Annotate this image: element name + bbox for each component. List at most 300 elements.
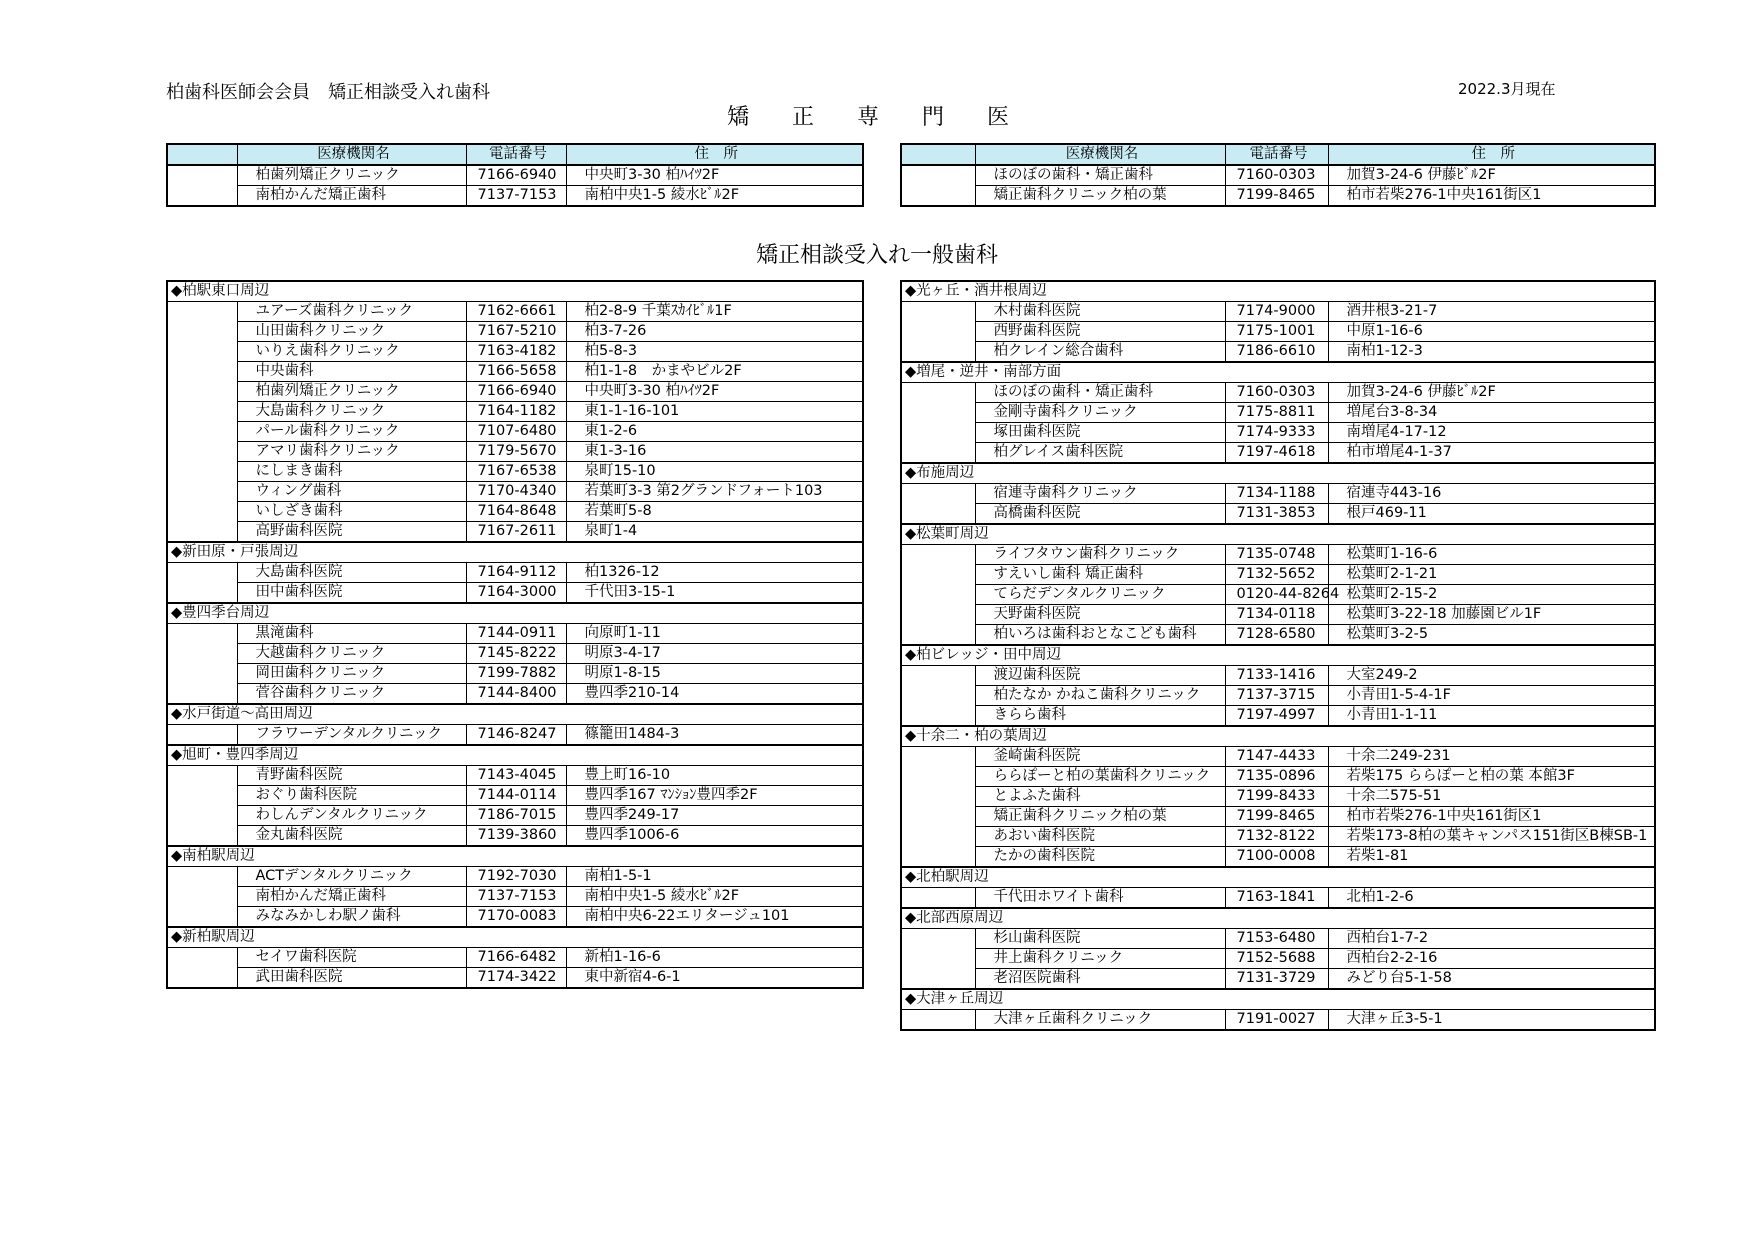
- region-label: ◆増尾・逆井・南部方面: [901, 362, 1655, 383]
- region-header-row: [901, 281, 1655, 302]
- clinic-name: てらだデンタルクリニック: [975, 585, 1225, 605]
- table-row: [167, 462, 863, 482]
- clinic-name: パール歯科クリニック: [237, 422, 466, 442]
- clinic-address: 南柏中央1-5 綾水ﾋﾞﾙ2F: [566, 186, 863, 207]
- col-address: 住 所: [1328, 144, 1655, 165]
- table-row: [901, 342, 1655, 363]
- table-row: [901, 484, 1655, 504]
- clinic-tel: 7162-6661: [466, 302, 566, 322]
- region-header-row: [901, 645, 1655, 666]
- table-row: [901, 807, 1655, 827]
- clinic-tel: 7160-0303: [1225, 383, 1328, 403]
- clinic-tel: 7170-4340: [466, 482, 566, 502]
- table-row: [901, 585, 1655, 605]
- clinic-tel: 7163-1841: [1225, 888, 1328, 909]
- clinic-name: 田中歯科医院: [237, 583, 466, 604]
- clinic-name: セイワ歯科医院: [237, 948, 466, 968]
- clinic-address: 加賀3-24-6 伊藤ﾋﾞﾙ2F: [1328, 165, 1655, 186]
- clinic-name: きらら歯科: [975, 706, 1225, 727]
- clinic-tel: 7166-6482: [466, 948, 566, 968]
- col-name: 医療機関名: [237, 144, 466, 165]
- clinic-address: 松葉町2-15-2: [1328, 585, 1655, 605]
- table-row: [901, 787, 1655, 807]
- indent-cell: [901, 383, 975, 464]
- region-header-row: [167, 927, 863, 948]
- clinic-name: すえいし歯科 矯正歯科: [975, 565, 1225, 585]
- clinic-address: 小青田1-5-4-1F: [1328, 686, 1655, 706]
- clinic-address: 根戸469-11: [1328, 504, 1655, 525]
- clinic-tel: 0120-44-8264: [1225, 585, 1328, 605]
- clinic-address: 松葉町2-1-21: [1328, 565, 1655, 585]
- indent-cell: [167, 867, 237, 928]
- indent-cell: [901, 747, 975, 868]
- clinic-name: 柏歯列矯正クリニック: [237, 382, 466, 402]
- clinic-tel: 7133-1416: [1225, 666, 1328, 686]
- clinic-tel: 7197-4997: [1225, 706, 1328, 727]
- table-row: [901, 767, 1655, 787]
- clinic-tel: 7164-3000: [466, 583, 566, 604]
- table-row: [901, 929, 1655, 949]
- table-row: [167, 502, 863, 522]
- clinic-tel: 7143-4045: [466, 766, 566, 786]
- table-row: [901, 625, 1655, 646]
- table-row: [167, 322, 863, 342]
- region-label: ◆柏ビレッジ・田中周辺: [901, 645, 1655, 666]
- clinic-name: 矯正歯科クリニック柏の葉: [975, 807, 1225, 827]
- clinic-name: 柏歯列矯正クリニック: [237, 165, 466, 186]
- clinic-tel: 7192-7030: [466, 867, 566, 887]
- region-label: ◆光ヶ丘・酒井根周辺: [901, 281, 1655, 302]
- clinic-tel: 7144-8400: [466, 684, 566, 705]
- clinic-address: 西柏台1-7-2: [1328, 929, 1655, 949]
- table-row: [901, 605, 1655, 625]
- table-row: [167, 482, 863, 502]
- region-label: ◆新柏駅周辺: [167, 927, 863, 948]
- col-blank: [901, 144, 975, 165]
- clinic-name: 中央歯科: [237, 362, 466, 382]
- clinic-tel: 7100-0008: [1225, 847, 1328, 868]
- specialists-table-left: [166, 143, 864, 207]
- clinic-tel: 7199-7882: [466, 664, 566, 684]
- clinic-name: ACTデンタルクリニック: [237, 867, 466, 887]
- col-address: 住 所: [566, 144, 863, 165]
- clinic-tel: 7107-6480: [466, 422, 566, 442]
- table-row: [167, 867, 863, 887]
- document-title: 柏歯科医師会会員 矯正相談受入れ歯科: [166, 82, 490, 103]
- table-row: [901, 423, 1655, 443]
- table-row: [167, 583, 863, 604]
- clinic-tel: 7166-6940: [466, 382, 566, 402]
- clinic-tel: 7179-5670: [466, 442, 566, 462]
- table-row: [167, 887, 863, 907]
- indent-cell: [901, 929, 975, 990]
- clinic-address: 千代田3-15-1: [566, 583, 863, 604]
- clinic-tel: 7131-3729: [1225, 969, 1328, 990]
- clinic-name: 黒滝歯科: [237, 624, 466, 644]
- indent-cell: [167, 725, 237, 746]
- table-row: [167, 342, 863, 362]
- table-row: [167, 644, 863, 664]
- clinic-name: 柏いろは歯科おとなこども歯科: [975, 625, 1225, 646]
- region-label: ◆旭町・豊四季周辺: [167, 745, 863, 766]
- region-header-row: [167, 745, 863, 766]
- clinic-tel: 7170-0083: [466, 907, 566, 928]
- clinic-name: 武田歯科医院: [237, 968, 466, 989]
- clinic-name: アマリ歯科クリニック: [237, 442, 466, 462]
- table-row: [167, 442, 863, 462]
- region-label: ◆柏駅東口周辺: [167, 281, 863, 302]
- clinic-name: 柏グレイス歯科医院: [975, 443, 1225, 464]
- clinic-address: 柏市若柴276-1中央161街区1: [1328, 186, 1655, 207]
- clinic-tel: 7153-6480: [1225, 929, 1328, 949]
- general-dentists-title: 矯正相談受入れ一般歯科: [755, 243, 998, 268]
- general-table-left: [166, 280, 864, 989]
- clinic-name: 千代田ホワイト歯科: [975, 888, 1225, 909]
- indent-cell: [901, 484, 975, 525]
- clinic-tel: 7146-8247: [466, 725, 566, 746]
- clinic-tel: 7147-4433: [1225, 747, 1328, 767]
- table-row: [901, 747, 1655, 767]
- clinic-address: みどり台5-1-58: [1328, 969, 1655, 990]
- indent-cell: [901, 545, 975, 646]
- indent-cell: [901, 302, 975, 363]
- indent-cell: [167, 948, 237, 989]
- indent-cell: [901, 666, 975, 727]
- region-label: ◆十余二・柏の葉周辺: [901, 726, 1655, 747]
- clinic-address: 南柏中央6-22エリタージュ101: [566, 907, 863, 928]
- clinic-name: ユアーズ歯科クリニック: [237, 302, 466, 322]
- clinic-name: みなみかしわ駅ノ歯科: [237, 907, 466, 928]
- clinic-address: 向原町1-11: [566, 624, 863, 644]
- clinic-address: 大津ヶ丘3-5-1: [1328, 1010, 1655, 1031]
- clinic-address: 若柴175 ららぽーと柏の葉 本館3F: [1328, 767, 1655, 787]
- clinic-tel: 7164-9112: [466, 563, 566, 583]
- clinic-name: 西野歯科医院: [975, 322, 1225, 342]
- clinic-name: 岡田歯科クリニック: [237, 664, 466, 684]
- region-header-row: [167, 281, 863, 302]
- clinic-tel: 7135-0896: [1225, 767, 1328, 787]
- clinic-name: 大津ヶ丘歯科クリニック: [975, 1010, 1225, 1031]
- clinic-tel: 7144-0911: [466, 624, 566, 644]
- clinic-tel: 7134-0118: [1225, 605, 1328, 625]
- clinic-address: 柏1326-12: [566, 563, 863, 583]
- clinic-name: 高野歯科医院: [237, 522, 466, 543]
- clinic-tel: 7197-4618: [1225, 443, 1328, 464]
- clinic-address: 柏2-8-9 千葉ｽｶｲﾋﾞﾙ1F: [566, 302, 863, 322]
- table-header-row: [901, 144, 1655, 165]
- region-label: ◆豊四季台周辺: [167, 603, 863, 624]
- clinic-address: 柏1-1-8 かまやビル2F: [566, 362, 863, 382]
- clinic-name: 宿連寺歯科クリニック: [975, 484, 1225, 504]
- table-row: [167, 725, 863, 746]
- clinic-tel: 7167-5210: [466, 322, 566, 342]
- clinic-address: 十余二249-231: [1328, 747, 1655, 767]
- clinic-tel: 7186-6610: [1225, 342, 1328, 363]
- table-row: [167, 165, 863, 186]
- table-row: [901, 545, 1655, 565]
- clinic-name: 大島歯科医院: [237, 563, 466, 583]
- clinic-address: 東1-3-16: [566, 442, 863, 462]
- clinic-address: 豊四季167 ﾏﾝｼｮﾝ豊四季2F: [566, 786, 863, 806]
- clinic-address: 中原1-16-6: [1328, 322, 1655, 342]
- clinic-name: 木村歯科医院: [975, 302, 1225, 322]
- clinic-address: 東1-1-16-101: [566, 402, 863, 422]
- table-row: [901, 827, 1655, 847]
- clinic-tel: 7131-3853: [1225, 504, 1328, 525]
- table-row: [167, 402, 863, 422]
- region-header-row: [167, 603, 863, 624]
- region-header-row: [901, 362, 1655, 383]
- clinic-address: 若柴173-8柏の葉キャンパス151街区B棟SB-1: [1328, 827, 1655, 847]
- table-row: [167, 806, 863, 826]
- table-row: [167, 968, 863, 989]
- clinic-address: 東1-2-6: [566, 422, 863, 442]
- clinic-name: いしざき歯科: [237, 502, 466, 522]
- region-label: ◆布施周辺: [901, 463, 1655, 484]
- clinic-tel: 7199-8433: [1225, 787, 1328, 807]
- clinic-address: 柏3-7-26: [566, 322, 863, 342]
- region-header-row: [901, 524, 1655, 545]
- clinic-address: 大室249-2: [1328, 666, 1655, 686]
- clinic-address: 南柏1-12-3: [1328, 342, 1655, 363]
- clinic-name: あおい歯科医院: [975, 827, 1225, 847]
- region-label: ◆南柏駅周辺: [167, 846, 863, 867]
- clinic-address: 北柏1-2-6: [1328, 888, 1655, 909]
- table-row: [901, 302, 1655, 322]
- clinic-name: にしまき歯科: [237, 462, 466, 482]
- clinic-address: 篠籠田1484-3: [566, 725, 863, 746]
- region-label: ◆水戸街道～高田周辺: [167, 704, 863, 725]
- table-row: [167, 302, 863, 322]
- clinic-name: 矯正歯科クリニック柏の葉: [975, 186, 1225, 207]
- blank-cell: [901, 165, 975, 206]
- clinic-tel: 7134-1188: [1225, 484, 1328, 504]
- clinic-name: ライフタウン歯科クリニック: [975, 545, 1225, 565]
- indent-cell: [901, 1010, 975, 1031]
- clinic-name: たかの歯科医院: [975, 847, 1225, 868]
- clinic-name: 大越歯科クリニック: [237, 644, 466, 664]
- region-label: ◆新田原・戸張周辺: [167, 542, 863, 563]
- clinic-name: 山田歯科クリニック: [237, 322, 466, 342]
- region-header-row: [901, 463, 1655, 484]
- table-row: [901, 706, 1655, 727]
- clinic-tel: 7137-7153: [466, 887, 566, 907]
- clinic-address: 南柏中央1-5 綾水ﾋﾞﾙ2F: [566, 887, 863, 907]
- clinic-name: わしんデンタルクリニック: [237, 806, 466, 826]
- clinic-name: ウィング歯科: [237, 482, 466, 502]
- clinic-name: 天野歯科医院: [975, 605, 1225, 625]
- clinic-name: 南柏かんだ矯正歯科: [237, 887, 466, 907]
- indent-cell: [167, 624, 237, 705]
- clinic-address: 酒井根3-21-7: [1328, 302, 1655, 322]
- clinic-tel: 7145-8222: [466, 644, 566, 664]
- clinic-tel: 7166-5658: [466, 362, 566, 382]
- clinic-name: 柏クレイン総合歯科: [975, 342, 1225, 363]
- clinic-address: 豊四季1006-6: [566, 826, 863, 847]
- clinic-address: 豊上町16-10: [566, 766, 863, 786]
- clinic-tel: 7174-9333: [1225, 423, 1328, 443]
- clinic-address: 南増尾4-17-12: [1328, 423, 1655, 443]
- clinic-tel: 7160-0303: [1225, 165, 1328, 186]
- clinic-name: 井上歯科クリニック: [975, 949, 1225, 969]
- clinic-address: 宿連寺443-16: [1328, 484, 1655, 504]
- indent-cell: [901, 888, 975, 909]
- clinic-tel: 7164-1182: [466, 402, 566, 422]
- clinic-address: 南柏1-5-1: [566, 867, 863, 887]
- table-row: [901, 969, 1655, 990]
- clinic-tel: 7175-8811: [1225, 403, 1328, 423]
- clinic-address: 中央町3-30 柏ﾊｲﾂ2F: [566, 165, 863, 186]
- clinic-address: 十余二575-51: [1328, 787, 1655, 807]
- clinic-address: 松葉町3-22-18 加藤園ビル1F: [1328, 605, 1655, 625]
- table-row: [167, 826, 863, 847]
- clinic-address: 東中新宿4-6-1: [566, 968, 863, 989]
- table-row: [167, 907, 863, 928]
- table-row: [167, 624, 863, 644]
- clinic-tel: 7191-0027: [1225, 1010, 1328, 1031]
- clinic-address: 泉町15-10: [566, 462, 863, 482]
- col-tel: 電話番号: [466, 144, 566, 165]
- clinic-address: 柏市若柴276-1中央161街区1: [1328, 807, 1655, 827]
- clinic-tel: 7132-5652: [1225, 565, 1328, 585]
- clinic-address: 豊四季249-17: [566, 806, 863, 826]
- indent-cell: [167, 302, 237, 543]
- col-name: 医療機関名: [975, 144, 1225, 165]
- clinic-name: とよふた歯科: [975, 787, 1225, 807]
- table-row: [901, 847, 1655, 868]
- clinic-address: 泉町1-4: [566, 522, 863, 543]
- clinic-address: 柏市増尾4-1-37: [1328, 443, 1655, 464]
- clinic-tel: 7137-3715: [1225, 686, 1328, 706]
- table-row: [167, 766, 863, 786]
- clinic-name: 菅谷歯科クリニック: [237, 684, 466, 705]
- clinic-name: 塚田歯科医院: [975, 423, 1225, 443]
- region-header-row: [167, 704, 863, 725]
- table-row: [901, 403, 1655, 423]
- clinic-name: 杉山歯科医院: [975, 929, 1225, 949]
- table-row: [901, 165, 1655, 186]
- specialists-table-right: [900, 143, 1656, 207]
- general-table-right: [900, 280, 1656, 1031]
- table-row: [167, 563, 863, 583]
- table-row: [167, 382, 863, 402]
- table-row: [901, 322, 1655, 342]
- clinic-name: フラワーデンタルクリニック: [237, 725, 466, 746]
- clinic-name: おぐり歯科医院: [237, 786, 466, 806]
- table-row: [901, 443, 1655, 464]
- clinic-tel: 7164-8648: [466, 502, 566, 522]
- clinic-tel: 7175-1001: [1225, 322, 1328, 342]
- clinic-name: ほのぼの歯科・矯正歯科: [975, 165, 1225, 186]
- region-label: ◆大津ヶ丘周辺: [901, 989, 1655, 1010]
- clinic-tel: 7166-6940: [466, 165, 566, 186]
- clinic-address: 柏5-8-3: [566, 342, 863, 362]
- clinic-name: 大島歯科クリニック: [237, 402, 466, 422]
- table-row: [167, 786, 863, 806]
- clinic-name: ららぽーと柏の葉歯科クリニック: [975, 767, 1225, 787]
- table-row: [167, 362, 863, 382]
- clinic-tel: 7139-3860: [466, 826, 566, 847]
- table-row: [901, 1010, 1655, 1031]
- clinic-address: 新柏1-16-6: [566, 948, 863, 968]
- region-header-row: [167, 846, 863, 867]
- region-label: ◆北部西原周辺: [901, 908, 1655, 929]
- clinic-address: 若柴1-81: [1328, 847, 1655, 868]
- clinic-tel: 7174-3422: [466, 968, 566, 989]
- clinic-name: 老沼医院歯科: [975, 969, 1225, 990]
- clinic-name: 高橋歯科医院: [975, 504, 1225, 525]
- clinic-name: 釜崎歯科医院: [975, 747, 1225, 767]
- indent-cell: [167, 766, 237, 847]
- region-header-row: [901, 908, 1655, 929]
- table-row: [901, 565, 1655, 585]
- clinic-address: 豊四季210-14: [566, 684, 863, 705]
- clinic-tel: 7167-6538: [466, 462, 566, 482]
- table-row: [901, 186, 1655, 207]
- table-row: [901, 888, 1655, 909]
- clinic-address: 明原1-8-15: [566, 664, 863, 684]
- table-header-row: [167, 144, 863, 165]
- clinic-tel: 7137-7153: [466, 186, 566, 207]
- clinic-name: 青野歯科医院: [237, 766, 466, 786]
- table-row: [901, 504, 1655, 525]
- clinic-tel: 7128-6580: [1225, 625, 1328, 646]
- region-label: ◆松葉町周辺: [901, 524, 1655, 545]
- clinic-address: 加賀3-24-6 伊藤ﾋﾞﾙ2F: [1328, 383, 1655, 403]
- clinic-address: 若葉町5-8: [566, 502, 863, 522]
- clinic-tel: 7144-0114: [466, 786, 566, 806]
- col-tel: 電話番号: [1225, 144, 1328, 165]
- table-row: [167, 664, 863, 684]
- clinic-address: 小青田1-1-11: [1328, 706, 1655, 727]
- table-row: [167, 948, 863, 968]
- region-header-row: [901, 726, 1655, 747]
- clinic-tel: 7163-4182: [466, 342, 566, 362]
- table-row: [901, 666, 1655, 686]
- table-row: [167, 684, 863, 705]
- region-label: ◆北柏駅周辺: [901, 867, 1655, 888]
- table-row: [901, 686, 1655, 706]
- table-row: [167, 522, 863, 543]
- table-row: [901, 949, 1655, 969]
- region-header-row: [167, 542, 863, 563]
- clinic-tel: 7135-0748: [1225, 545, 1328, 565]
- clinic-tel: 7186-7015: [466, 806, 566, 826]
- clinic-name: 金丸歯科医院: [237, 826, 466, 847]
- indent-cell: [167, 563, 237, 604]
- clinic-name: 柏たなか かねこ歯科クリニック: [975, 686, 1225, 706]
- clinic-name: 南柏かんだ矯正歯科: [237, 186, 466, 207]
- clinic-tel: 7132-8122: [1225, 827, 1328, 847]
- clinic-name: 渡辺歯科医院: [975, 666, 1225, 686]
- clinic-tel: 7152-5688: [1225, 949, 1328, 969]
- clinic-tel: 7174-9000: [1225, 302, 1328, 322]
- region-header-row: [901, 867, 1655, 888]
- clinic-address: 明原3-4-17: [566, 644, 863, 664]
- blank-cell: [167, 165, 237, 206]
- clinic-address: 増尾台3-8-34: [1328, 403, 1655, 423]
- table-row: [167, 186, 863, 207]
- region-header-row: [901, 989, 1655, 1010]
- clinic-address: 松葉町1-16-6: [1328, 545, 1655, 565]
- clinic-tel: 7167-2611: [466, 522, 566, 543]
- clinic-tel: 7199-8465: [1225, 807, 1328, 827]
- date-label: 2022.3月現在: [1458, 80, 1556, 98]
- table-row: [901, 383, 1655, 403]
- clinic-tel: 7199-8465: [1225, 186, 1328, 207]
- clinic-address: 若葉町3-3 第2グランドフォート103: [566, 482, 863, 502]
- clinic-address: 西柏台2-2-16: [1328, 949, 1655, 969]
